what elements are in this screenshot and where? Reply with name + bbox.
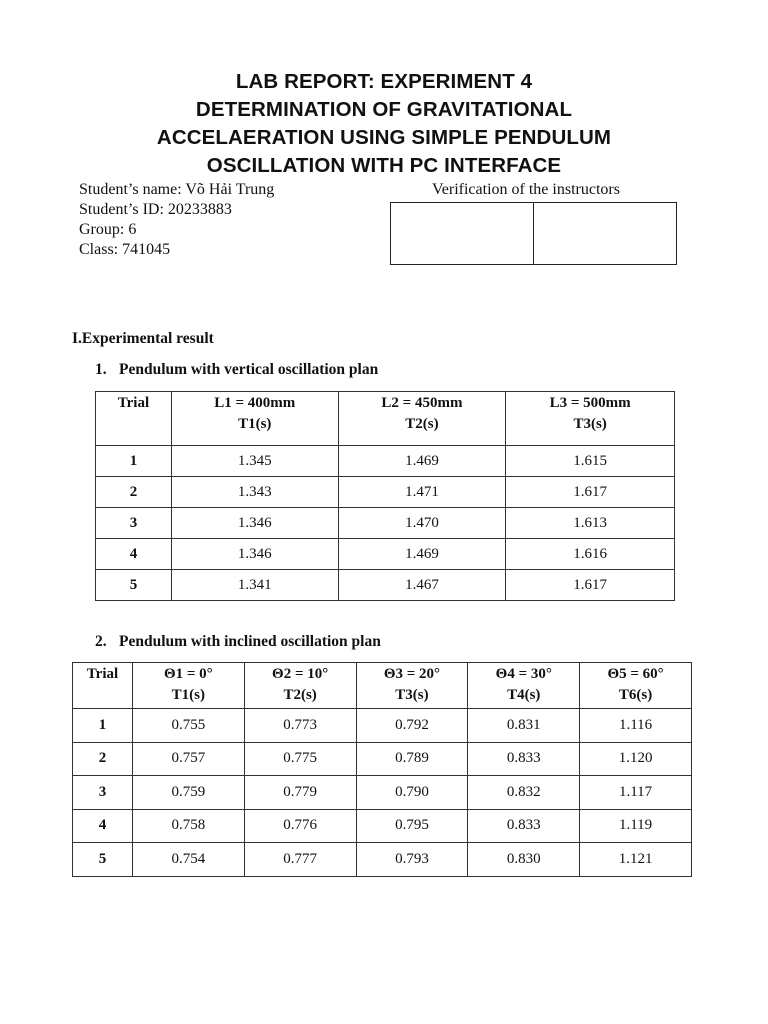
table-row: [73, 709, 692, 743]
table1-number: 1.: [95, 361, 107, 378]
column-header-unit: T4(s): [507, 687, 541, 703]
table1-heading-text: Pendulum with vertical oscillation plan: [119, 361, 379, 378]
column-header-top: Trial: [117, 395, 150, 411]
column-header-top: Θ1 = 0°: [163, 666, 213, 682]
column-header-top: L2 = 450mm: [381, 395, 463, 411]
column-header: [171, 392, 338, 446]
column-header: [580, 663, 692, 709]
column-header: [73, 663, 133, 709]
column-header: [468, 663, 580, 709]
period-cell: 0.754: [132, 843, 244, 877]
period-cell: 0.790: [356, 776, 468, 810]
verification-label: Verification of the instructors: [432, 181, 620, 198]
period-cell: 1.617: [506, 477, 675, 508]
period-cell: 1.120: [580, 742, 692, 776]
student-class: Class: 741045: [79, 241, 171, 258]
period-cell: 1.470: [338, 508, 506, 539]
table-row: [96, 508, 675, 539]
period-cell: 0.776: [244, 809, 356, 843]
column-header-unit: T1(s): [171, 687, 205, 703]
period-cell: 0.833: [468, 809, 580, 843]
title-line-4: OSCILLATION WITH PC INTERFACE: [206, 154, 562, 177]
trial-cell: 3: [73, 776, 133, 810]
column-header-unit: T3(s): [395, 687, 429, 703]
period-cell: 1.469: [338, 446, 506, 477]
title-line-2: DETERMINATION OF GRAVITATIONAL: [195, 98, 573, 121]
trial-cell: 2: [96, 477, 172, 508]
period-cell: 1.613: [506, 508, 675, 539]
table-row: [73, 776, 692, 810]
table1-heading: [95, 361, 378, 379]
trial-cell: 4: [96, 539, 172, 570]
column-header: [244, 663, 356, 709]
table2-number: 2.: [95, 633, 107, 650]
column-header-top: Θ4 = 30°: [495, 666, 552, 682]
period-cell: 0.795: [356, 809, 468, 843]
trial-cell: 2: [73, 742, 133, 776]
column-header-top: L1 = 400mm: [214, 395, 296, 411]
table-row: [96, 446, 675, 477]
column-header: [506, 392, 675, 446]
column-header-unit: T2(s): [283, 687, 317, 703]
period-cell: 0.758: [132, 809, 244, 843]
period-cell: 1.615: [506, 446, 675, 477]
trial-cell: 4: [73, 809, 133, 843]
section-heading: I.Experimental result: [72, 330, 214, 347]
table-row: [73, 809, 692, 843]
period-cell: 1.345: [171, 446, 338, 477]
period-cell: 0.792: [356, 709, 468, 743]
verification-cell: [391, 203, 533, 264]
period-cell: 1.121: [580, 843, 692, 877]
period-cell: 0.793: [356, 843, 468, 877]
table-row: [96, 539, 675, 570]
inclined-oscillation-table: [72, 662, 692, 877]
period-cell: 0.833: [468, 742, 580, 776]
period-cell: 0.777: [244, 843, 356, 877]
trial-cell: 3: [96, 508, 172, 539]
period-cell: 1.119: [580, 809, 692, 843]
student-info: [79, 180, 274, 260]
period-cell: 1.116: [580, 709, 692, 743]
column-header-top: Trial: [86, 666, 119, 682]
trial-cell: 5: [73, 843, 133, 877]
table-row: [73, 742, 692, 776]
trial-cell: 1: [73, 709, 133, 743]
period-cell: 1.346: [171, 539, 338, 570]
column-header-top: Θ3 = 20°: [383, 666, 441, 682]
period-cell: 0.832: [468, 776, 580, 810]
column-header-unit: T3(s): [573, 416, 607, 432]
header-row: [73, 663, 692, 709]
period-cell: 1.616: [506, 539, 675, 570]
period-cell: 0.831: [468, 709, 580, 743]
verification-cell: [533, 203, 676, 264]
title-line-1: LAB REPORT: EXPERIMENT 4: [235, 70, 533, 93]
table-row: [96, 570, 675, 601]
period-cell: 1.341: [171, 570, 338, 601]
title-line-3: ACCELAERATION USING SIMPLE PENDULUM: [156, 126, 612, 149]
column-header: [338, 392, 506, 446]
period-cell: 0.779: [244, 776, 356, 810]
period-cell: 1.343: [171, 477, 338, 508]
column-header-unit: T1(s): [238, 416, 272, 432]
period-cell: 0.773: [244, 709, 356, 743]
period-cell: 1.117: [580, 776, 692, 810]
table-row: [73, 843, 692, 877]
period-cell: 0.759: [132, 776, 244, 810]
header-row: [96, 392, 675, 446]
period-cell: 0.830: [468, 843, 580, 877]
table2-heading: [95, 633, 381, 651]
period-cell: 0.789: [356, 742, 468, 776]
trial-cell: 1: [96, 446, 172, 477]
column-header-unit: T6(s): [618, 687, 653, 703]
column-header: [356, 663, 468, 709]
column-header-top: Θ2 = 10°: [272, 666, 329, 682]
table2-heading-text: Pendulum with inclined oscillation plan: [119, 633, 381, 650]
column-header-top: Θ5 = 60°: [607, 666, 664, 682]
column-header-top: L3 = 500mm: [549, 395, 631, 411]
column-header: [96, 392, 172, 446]
period-cell: 1.346: [171, 508, 338, 539]
period-cell: 1.471: [338, 477, 506, 508]
trial-cell: 5: [96, 570, 172, 601]
student-group: Group: 6: [79, 221, 137, 238]
period-cell: 1.617: [506, 570, 675, 601]
period-cell: 0.757: [132, 742, 244, 776]
verification-box: [390, 202, 677, 265]
period-cell: 1.469: [338, 539, 506, 570]
period-cell: 0.755: [132, 709, 244, 743]
period-cell: 0.775: [244, 742, 356, 776]
table-row: [96, 477, 675, 508]
student-id: Student’s ID: 20233883: [79, 201, 232, 218]
student-name: Student’s name: Võ Hải Trung: [79, 181, 275, 198]
vertical-oscillation-table: [95, 391, 675, 601]
period-cell: 1.467: [338, 570, 506, 601]
column-header-unit: T2(s): [405, 416, 439, 432]
column-header: [132, 663, 244, 709]
report-title: [0, 68, 768, 180]
